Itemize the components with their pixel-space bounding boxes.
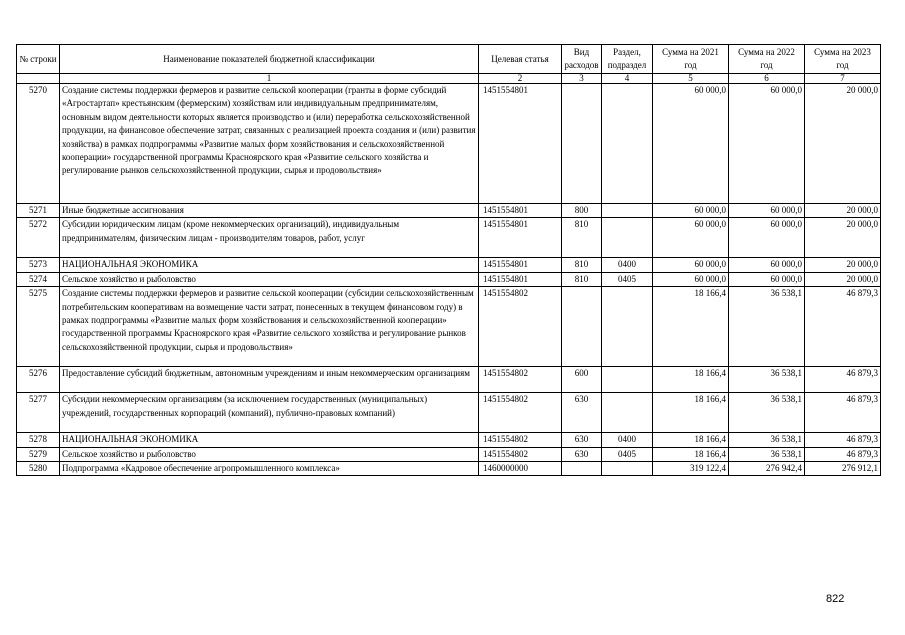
header-row-number: № строки bbox=[17, 45, 60, 74]
sum-2021: 18 166,4 bbox=[653, 287, 729, 367]
target-article: 1451554802 bbox=[479, 393, 562, 433]
table-row bbox=[17, 433, 881, 447]
section-code bbox=[602, 367, 653, 393]
header-expense-type: Вид расходов bbox=[562, 45, 602, 74]
table-row bbox=[17, 218, 881, 258]
sum-2021: 18 166,4 bbox=[653, 367, 729, 393]
sum-2023: 20 000,0 bbox=[805, 272, 881, 286]
header-sum-2023: Сумма на 2023 год bbox=[805, 45, 881, 74]
target-article: 1451554801 bbox=[479, 218, 562, 258]
section-code: 0405 bbox=[602, 272, 653, 286]
row-number: 5270 bbox=[17, 84, 60, 204]
sum-2022: 276 942,4 bbox=[729, 462, 805, 476]
sum-2023: 46 879,3 bbox=[805, 433, 881, 447]
expense-type: 630 bbox=[562, 393, 602, 433]
expense-type: 800 bbox=[562, 204, 602, 218]
expense-type: 810 bbox=[562, 258, 602, 272]
budget-table bbox=[16, 44, 881, 476]
column-index-blank bbox=[17, 74, 60, 84]
section-code bbox=[602, 462, 653, 476]
section-code: 0400 bbox=[602, 258, 653, 272]
table-row bbox=[17, 258, 881, 272]
indicator-name: НАЦИОНАЛЬНАЯ ЭКОНОМИКА bbox=[60, 433, 479, 447]
row-number: 5273 bbox=[17, 258, 60, 272]
sum-2023: 46 879,3 bbox=[805, 287, 881, 367]
section-code bbox=[602, 287, 653, 367]
table-row bbox=[17, 287, 881, 367]
indicator-name: Создание системы поддержки фермеров и развитие сельской кооперации (субсидии сельскохозяйственным потребительским кооперативам на возмещение части затрат, понесенных в текущем финансовом году) в рамках подпрограммы «Развитие малых форм хозяйствования и сельскохозяйственной кооперации» государственной программы Красноярского края «Развитие сельского хозяйства и регулирование рынков сельскохозяйственной продукции, сырья и продовольствия» bbox=[60, 287, 479, 367]
sum-2023: 46 879,3 bbox=[805, 367, 881, 393]
sum-2023: 276 912,1 bbox=[805, 462, 881, 476]
sum-2021: 60 000,0 bbox=[653, 218, 729, 258]
sum-2022: 36 538,1 bbox=[729, 393, 805, 433]
header-row bbox=[17, 45, 881, 74]
expense-type: 630 bbox=[562, 447, 602, 461]
sum-2021: 60 000,0 bbox=[653, 84, 729, 204]
target-article: 1451554801 bbox=[479, 272, 562, 286]
sum-2023: 46 879,3 bbox=[805, 447, 881, 461]
table-row bbox=[17, 84, 881, 204]
row-number: 5275 bbox=[17, 287, 60, 367]
target-article: 1451554802 bbox=[479, 433, 562, 447]
sum-2022: 60 000,0 bbox=[729, 218, 805, 258]
sum-2023: 20 000,0 bbox=[805, 218, 881, 258]
sum-2023: 20 000,0 bbox=[805, 204, 881, 218]
row-number: 5271 bbox=[17, 204, 60, 218]
header-sum-2022: Сумма на 2022 год bbox=[729, 45, 805, 74]
table-row bbox=[17, 447, 881, 461]
column-index: 7 bbox=[805, 74, 881, 84]
column-index: 5 bbox=[653, 74, 729, 84]
sum-2022: 36 538,1 bbox=[729, 433, 805, 447]
sum-2021: 18 166,4 bbox=[653, 433, 729, 447]
row-number: 5277 bbox=[17, 393, 60, 433]
sum-2021: 18 166,4 bbox=[653, 447, 729, 461]
table-body bbox=[17, 84, 881, 476]
table-row bbox=[17, 393, 881, 433]
row-number: 5278 bbox=[17, 433, 60, 447]
expense-type: 600 bbox=[562, 367, 602, 393]
table-header bbox=[17, 45, 881, 84]
column-index: 1 bbox=[60, 74, 479, 84]
sum-2022: 60 000,0 bbox=[729, 272, 805, 286]
indicator-name: Создание системы поддержки фермеров и развитие сельской кооперации (гранты в форме субсидий «Агростартап» крестьянским (фермерским) хозяйствам или индивидуальным предпринимателям, основным видом деятельности которых является производство и (или) переработка сельскохозяйственной продукции, на финансовое обеспечение затрат, связанных с реализацией проекта создания и (или) развития хозяйства) в рамках подпрограммы «Развитие малых форм хозяйствования и сельскохозяйственной кооперации» государственной программы Красноярского края «Развитие сельского хозяйства и регулирование рынков сельскохозяйственной продукции, сырья и продовольствия» bbox=[60, 84, 479, 204]
table-row bbox=[17, 272, 881, 286]
target-article: 1451554801 bbox=[479, 258, 562, 272]
row-number: 5279 bbox=[17, 447, 60, 461]
indicator-name: Подпрограмма «Кадровое обеспечение агропромышленного комплекса» bbox=[60, 462, 479, 476]
table-row bbox=[17, 367, 881, 393]
row-number: 5272 bbox=[17, 218, 60, 258]
column-index: 4 bbox=[602, 74, 653, 84]
sum-2023: 20 000,0 bbox=[805, 84, 881, 204]
column-index: 3 bbox=[562, 74, 602, 84]
sum-2021: 60 000,0 bbox=[653, 272, 729, 286]
target-article: 1460000000 bbox=[479, 462, 562, 476]
sum-2022: 60 000,0 bbox=[729, 258, 805, 272]
section-code bbox=[602, 393, 653, 433]
section-code bbox=[602, 218, 653, 258]
indicator-name: Предоставление субсидий бюджетным, автономным учреждениям и иным некоммерческим организациям bbox=[60, 367, 479, 393]
target-article: 1451554802 bbox=[479, 287, 562, 367]
sum-2021: 60 000,0 bbox=[653, 258, 729, 272]
column-index-row bbox=[17, 74, 881, 84]
sum-2022: 36 538,1 bbox=[729, 367, 805, 393]
header-target-article: Целевая статья bbox=[479, 45, 562, 74]
row-number: 5276 bbox=[17, 367, 60, 393]
sum-2023: 46 879,3 bbox=[805, 393, 881, 433]
section-code: 0400 bbox=[602, 433, 653, 447]
sum-2022: 36 538,1 bbox=[729, 287, 805, 367]
column-index: 6 bbox=[729, 74, 805, 84]
sum-2022: 36 538,1 bbox=[729, 447, 805, 461]
table-row bbox=[17, 462, 881, 476]
header-sum-2021: Сумма на 2021 год bbox=[653, 45, 729, 74]
section-code bbox=[602, 204, 653, 218]
indicator-name: Иные бюджетные ассигнования bbox=[60, 204, 479, 218]
expense-type: 630 bbox=[562, 433, 602, 447]
header-name: Наименование показателей бюджетной классификации bbox=[60, 45, 479, 74]
indicator-name: Сельское хозяйство и рыболовство bbox=[60, 272, 479, 286]
indicator-name: Сельское хозяйство и рыболовство bbox=[60, 447, 479, 461]
expense-type bbox=[562, 84, 602, 204]
expense-type bbox=[562, 462, 602, 476]
indicator-name: Субсидии юридическим лицам (кроме некоммерческих организаций), индивидуальным предпринимателям, физическим лицам - производителям товаров, работ, услуг bbox=[60, 218, 479, 258]
table-row bbox=[17, 204, 881, 218]
sum-2021: 319 122,4 bbox=[653, 462, 729, 476]
section-code: 0405 bbox=[602, 447, 653, 461]
page-number: 822 bbox=[826, 593, 845, 605]
header-section: Раздел, подраздел bbox=[602, 45, 653, 74]
target-article: 1451554801 bbox=[479, 84, 562, 204]
sum-2021: 18 166,4 bbox=[653, 393, 729, 433]
section-code bbox=[602, 84, 653, 204]
expense-type bbox=[562, 287, 602, 367]
sum-2021: 60 000,0 bbox=[653, 204, 729, 218]
target-article: 1451554802 bbox=[479, 447, 562, 461]
indicator-name: НАЦИОНАЛЬНАЯ ЭКОНОМИКА bbox=[60, 258, 479, 272]
target-article: 1451554801 bbox=[479, 204, 562, 218]
target-article: 1451554802 bbox=[479, 367, 562, 393]
sum-2023: 20 000,0 bbox=[805, 258, 881, 272]
expense-type: 810 bbox=[562, 218, 602, 258]
column-index: 2 bbox=[479, 74, 562, 84]
row-number: 5280 bbox=[17, 462, 60, 476]
indicator-name: Субсидии некоммерческим организациям (за исключением государственных (муниципальных) учреждений, государственных корпораций (компаний), публично-правовых компаний) bbox=[60, 393, 479, 433]
expense-type: 810 bbox=[562, 272, 602, 286]
row-number: 5274 bbox=[17, 272, 60, 286]
sum-2022: 60 000,0 bbox=[729, 84, 805, 204]
sum-2022: 60 000,0 bbox=[729, 204, 805, 218]
